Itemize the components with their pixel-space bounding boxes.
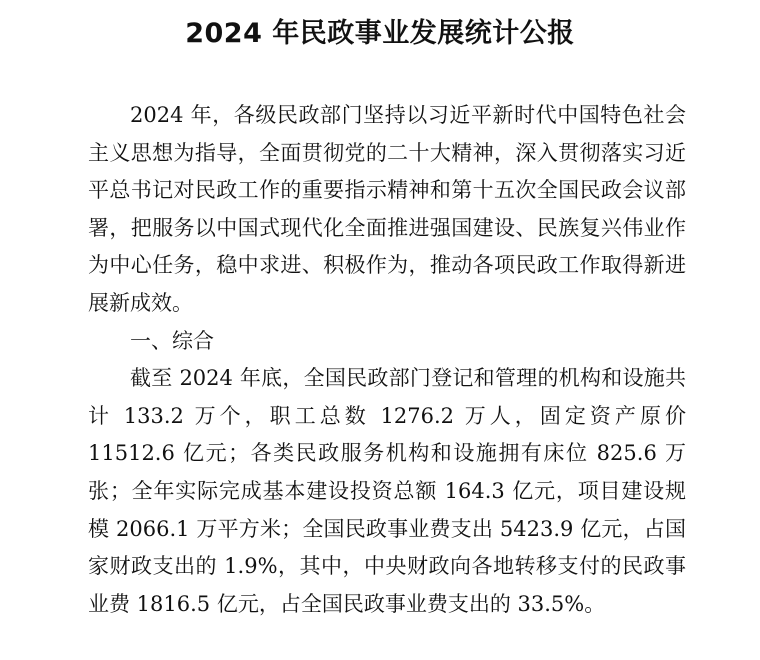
overview-paragraph: 截至 2024 年底，全国民政部门登记和管理的机构和设施共计 133.2 万个，职工总数 1276.2 万人，固定资产原价 11512.6 亿元；各类民政服务机构和设施拥有床位 825.6 万张；全年实际完成基本建设投资总额 164.3 亿元，项目建设规模 2066.1 万平方米；全国民政事业费支出 5423.9 亿元，占国家财政支出的 1.9%，其中，中央财政向各地转移支付的民政事业费 1816.5 亿元，占全国民政事业费支出的 33.5%。 [88,366,686,616]
intro-paragraph: 2024 年，各级民政部门坚持以习近平新时代中国特色社会主义思想为指导，全面贯彻党的二十大精神，深入贯彻落实习近平总书记对民政工作的重要指示精神和第十五次全国民政会议部署，把服务以中国式现代化全面推进强国建设、民族复兴伟业作为中心任务，稳中求进、积极作为，推动各项民政工作取得新进展新成效。 [88,103,686,315]
document-body [88,97,686,623]
section-heading-overview: 一、综合 [130,328,214,353]
document-title: 2024 年民政事业发展统计公报 [185,18,575,49]
